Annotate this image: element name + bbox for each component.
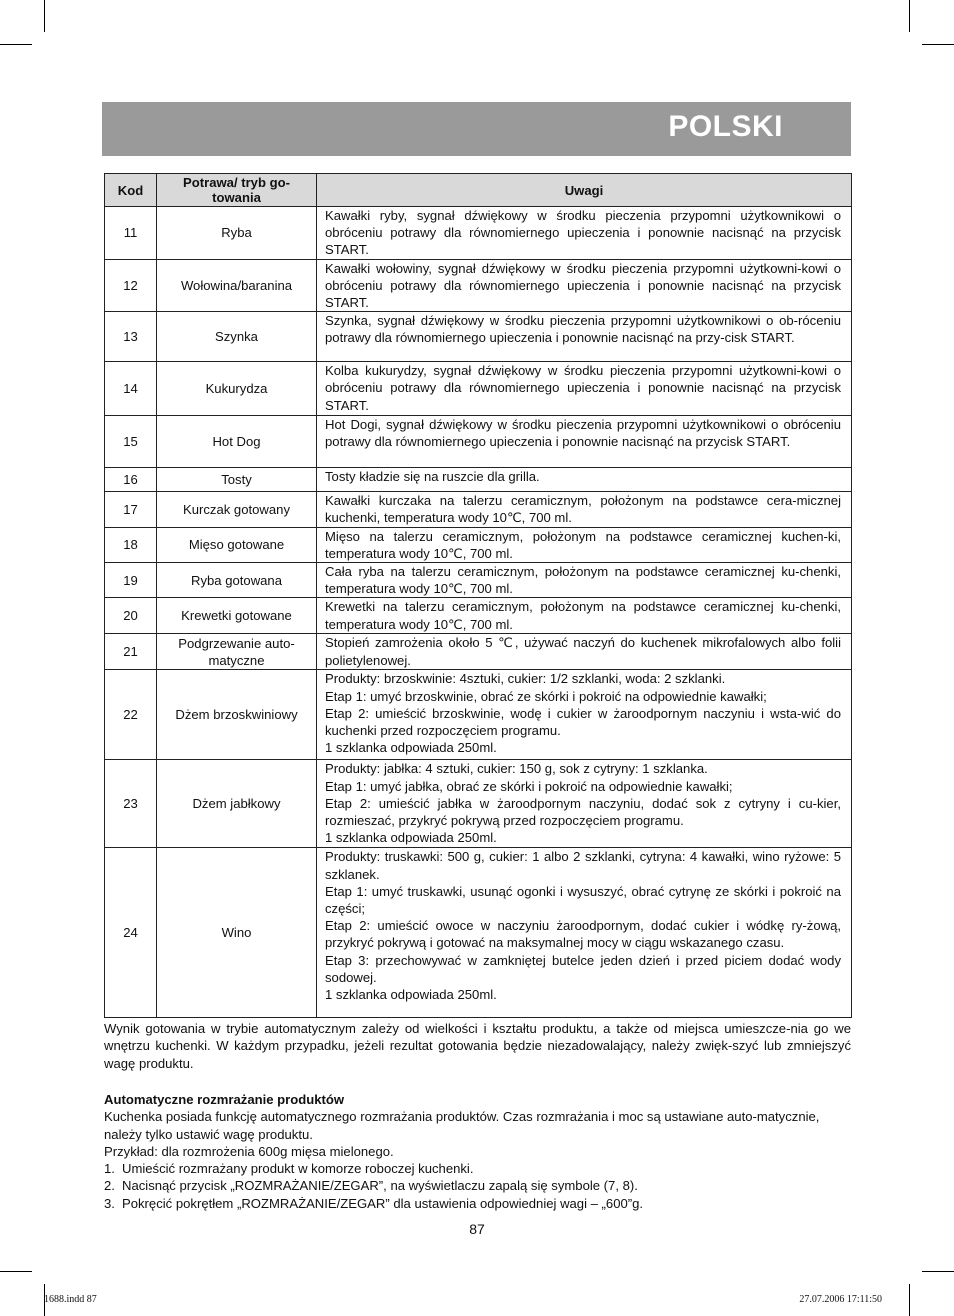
note-line: Produkty: truskawki: 500 g, cukier: 1 albo 2 szklanki, cytryna: 4 kawałki, wino ryżowe: 5 szklanek. xyxy=(325,849,841,882)
table-body xyxy=(105,207,852,1018)
row-notes xyxy=(317,312,852,362)
dish-line: Wino xyxy=(221,925,252,941)
note-line: 1 szklanka odpowiada 250ml. xyxy=(325,987,497,1003)
table-row xyxy=(105,563,852,598)
crop-mark xyxy=(922,44,954,45)
table-row xyxy=(105,670,852,760)
note-line: Hot Dogi, sygnał dźwiękowy w środku pieczenia przypomni użytkownikowi o obróceniu potrawy dla równomiernego upieczenia i ponownie nacisnąć na przycisk START. xyxy=(325,417,841,450)
result-note-text: Wynik gotowania w trybie automatycznym zależy od wielkości i kształtu produktu, a także od miejsca umieszcze-nia go we wnętrzu kuchenki. W każdym przypadku, jeżeli rezultat gotowania będzie niezadowalający, należy zwięk-szyć lub zmniejszyć wagę produktu. xyxy=(104,1021,851,1071)
row-notes xyxy=(317,634,852,670)
step-text: Pokręcić pokrętłem „ROZMRAŻANIE/ZEGAR” dla ustawienia odpowiedniej wagi – „600”g. xyxy=(122,1195,644,1211)
table-row xyxy=(105,416,852,468)
defrost-section xyxy=(104,1091,851,1212)
row-notes xyxy=(317,207,852,260)
note-line: Tosty kładzie się na ruszcie dla grilla. xyxy=(325,469,540,485)
row-notes xyxy=(317,362,852,416)
row-notes xyxy=(317,527,852,562)
row-dish xyxy=(157,848,317,1018)
note-line: Cała ryba na talerzu ceramicznym, położonym na podstawce ceramicznej ku-chenki, temperatura wody 10℃, 700 ml. xyxy=(325,564,841,597)
row-dish xyxy=(157,670,317,760)
row-dish xyxy=(157,362,317,416)
note-line: Produkty: brzoskwinie: 4sztuki, cukier: 1/2 szklanki, woda: 2 szklanki. xyxy=(325,671,726,687)
list-item xyxy=(104,1177,851,1194)
step-number: 2. xyxy=(104,1178,115,1194)
row-code: 16 xyxy=(105,468,157,492)
note-line: Szynka, sygnał dźwiękowy w środku pieczenia przypomni użytkownikowi o ob-róceniu potrawy dla równomiernego upieczenia i ponownie nacisnąć na przy-cisk START. xyxy=(325,313,841,346)
row-code: 17 xyxy=(105,492,157,527)
dish-line: Krewetki gotowane xyxy=(181,608,292,624)
row-dish xyxy=(157,259,317,312)
list-item xyxy=(104,1160,851,1177)
slug-date: 27.07.2006 17:11:50 xyxy=(799,1294,882,1305)
note-line: Stopień zamrożenia około 5 ℃, używać naczyń do kuchenek mikrofalowych albo folii polietylenowej. xyxy=(325,635,841,668)
note-line: Kawałki kurczaka na talerzu ceramicznym, położonym na podstawce cera-micznej kuchenki, temperatura wody 10℃, 700 ml. xyxy=(325,493,841,526)
row-dish xyxy=(157,634,317,670)
row-code: 11 xyxy=(105,207,157,260)
column-header-notes: Uwagi xyxy=(317,174,852,207)
table-header-row xyxy=(105,174,852,207)
note-line: Krewetki na talerzu ceramicznym, położonym na podstawce ceramicznej ku-chenki, temperatura wody 10℃, 700 ml. xyxy=(325,599,841,632)
note-line: Kawałki wołowiny, sygnał dźwiękowy w środku pieczenia przypomni użytkowni-kowi o obróceniu potrawy dla równomiernego upieczenia i ponownie nacisnąć na przycisk START. xyxy=(325,260,841,311)
result-note xyxy=(104,1020,851,1072)
dish-line: Szynka xyxy=(215,329,258,345)
row-notes xyxy=(317,416,852,468)
row-notes xyxy=(317,259,852,312)
section-text: Kuchenka posiada funkcję automatycznego rozmrażania produktów. Czas rozmrażania i moc są ustawiane auto-matycznie, należy tylko ustawić wagę produktu. xyxy=(104,1109,820,1142)
row-code: 24 xyxy=(105,848,157,1018)
row-notes xyxy=(317,848,852,1018)
row-dish xyxy=(157,312,317,362)
table-row xyxy=(105,848,852,1018)
table-row xyxy=(105,760,852,848)
note-line: Etap 1: umyć jabłka, obrać ze skórki i pokroić na odpowiednie kawałki; xyxy=(325,778,733,794)
row-notes xyxy=(317,760,852,848)
dish-line: Hot Dog xyxy=(212,434,261,450)
dish-line: Kukurydza xyxy=(205,381,268,397)
crop-mark xyxy=(0,44,32,45)
dish-line: Tosty xyxy=(221,472,252,488)
row-dish xyxy=(157,598,317,634)
page-title: POLSKI xyxy=(668,110,783,143)
row-notes xyxy=(317,492,852,527)
note-line: Etap 2: umieścić brzoskwinie, wodę i cukier w żaroodpornym naczyniu i wsta-wić do kuchenki przed rozpoczęciem programu. xyxy=(325,705,841,739)
row-notes xyxy=(317,670,852,760)
note-line: Produkty: jabłka: 4 sztuki, cukier: 150 g, sok z cytryny: 1 szklanka. xyxy=(325,761,708,777)
dish-line: matyczne xyxy=(208,652,265,668)
step-number: 3. xyxy=(104,1195,115,1211)
row-dish xyxy=(157,468,317,492)
row-code: 21 xyxy=(105,634,157,670)
table-row xyxy=(105,259,852,312)
row-code: 19 xyxy=(105,563,157,598)
slug-file: 1688.indd 87 xyxy=(44,1294,97,1305)
steps-list xyxy=(104,1160,851,1212)
column-header-dish xyxy=(157,174,317,207)
note-line: Kolba kukurydzy, sygnał dźwiękowy w środku pieczenia przypomni użytkowni-kowi o obróceniu potrawy dla równomiernego upieczenia i ponownie nacisnąć na przycisk START. xyxy=(325,363,841,413)
table-row xyxy=(105,634,852,670)
row-dish xyxy=(157,760,317,848)
crop-mark xyxy=(909,0,910,32)
table-row xyxy=(105,207,852,260)
table-row xyxy=(105,492,852,527)
row-dish xyxy=(157,527,317,562)
row-code: 22 xyxy=(105,670,157,760)
section-heading: Automatyczne rozmrażanie produktów xyxy=(104,1092,345,1107)
row-code: 14 xyxy=(105,362,157,416)
note-line: Etap 2: umieścić jabłka w żaroodpornym naczyniu, dodać sok z cytryny i cu-kier, rozmieszać, przykryć pokrywą przed rozpoczęciem programu. xyxy=(325,795,841,829)
row-code: 15 xyxy=(105,416,157,468)
table-row xyxy=(105,527,852,562)
dish-line: Ryba xyxy=(221,225,252,241)
crop-mark xyxy=(0,1271,32,1272)
row-code: 12 xyxy=(105,259,157,312)
row-notes xyxy=(317,563,852,598)
language-banner xyxy=(102,102,851,156)
step-text: Nacisnąć przycisk „ROZMRAŻANIE/ZEGAR”, na wyświetlaczu zapalą się symbole (7, 8). xyxy=(122,1178,638,1194)
header-line: towania xyxy=(212,190,261,205)
row-notes xyxy=(317,598,852,634)
crop-mark xyxy=(922,1271,954,1272)
row-dish xyxy=(157,207,317,260)
column-header-code: Kod xyxy=(105,174,157,207)
header-line: Potrawa/ tryb go- xyxy=(183,175,290,190)
table-row xyxy=(105,598,852,634)
table-row xyxy=(105,362,852,416)
note-line: 1 szklanka odpowiada 250ml. xyxy=(325,830,497,846)
note-line: 1 szklanka odpowiada 250ml. xyxy=(325,740,497,756)
row-code: 13 xyxy=(105,312,157,362)
note-line: Etap 1: umyć brzoskwinie, obrać ze skórki i pokroić na odpowiednie kawałki; xyxy=(325,688,767,704)
note-line: Kawałki ryby, sygnał dźwiękowy w środku pieczenia przypomni użytkownikowi o obróceniu potrawy dla równomiernego upieczenia i ponownie nacisnąć na przycisk START. xyxy=(325,208,841,258)
row-code: 23 xyxy=(105,760,157,848)
dish-line: Dżem brzoskwiniowy xyxy=(175,707,298,723)
note-line: Etap 3: przechowywać w zamkniętej butelce jeden dzień i przed piciem dodać wody sodowej. xyxy=(325,952,841,985)
page-number: 87 xyxy=(469,1221,485,1237)
crop-mark xyxy=(909,1284,910,1316)
step-number: 1. xyxy=(104,1161,115,1177)
dish-line: Wołowina/baranina xyxy=(180,277,293,293)
note-line: Etap 1: umyć truskawki, usunąć ogonki i wysuszyć, obrać cytrynę ze skórki i pokroić na części; xyxy=(325,883,841,917)
dish-line: Podgrzewanie auto- xyxy=(178,635,295,651)
row-dish xyxy=(157,563,317,598)
list-item xyxy=(104,1195,851,1212)
row-code: 20 xyxy=(105,598,157,634)
crop-mark xyxy=(44,0,45,32)
step-text: Umieścić rozmrażany produkt w komorze roboczej kuchenki. xyxy=(122,1161,474,1177)
auto-cooking-table xyxy=(104,173,852,1018)
note-line: Mięso na talerzu ceramicznym, położonym na podstawce ceramicznej kuchen-ki, temperatura wody 10℃, 700 ml. xyxy=(325,528,841,561)
row-dish xyxy=(157,416,317,468)
dish-line: Dżem jabłkowy xyxy=(192,796,281,812)
example-text: Przykład: dla rozmrożenia 600g mięsa mielonego. xyxy=(104,1143,394,1159)
dish-line: Kurczak gotowany xyxy=(183,501,290,517)
row-code: 18 xyxy=(105,527,157,562)
note-line: Etap 2: umieścić owoce w naczyniu żaroodpornym, dodać cukier i wódkę ry-żową, przykryć pokrywą i gotować na maksymalnej mocy w ciągu wskazanego czasu. xyxy=(325,918,841,951)
row-notes xyxy=(317,468,852,492)
table-row xyxy=(105,468,852,492)
column-header-dish-label xyxy=(161,175,312,205)
dish-line: Ryba gotowana xyxy=(191,572,282,588)
table-row xyxy=(105,312,852,362)
row-dish xyxy=(157,492,317,527)
dish-line: Mięso gotowane xyxy=(188,537,285,553)
